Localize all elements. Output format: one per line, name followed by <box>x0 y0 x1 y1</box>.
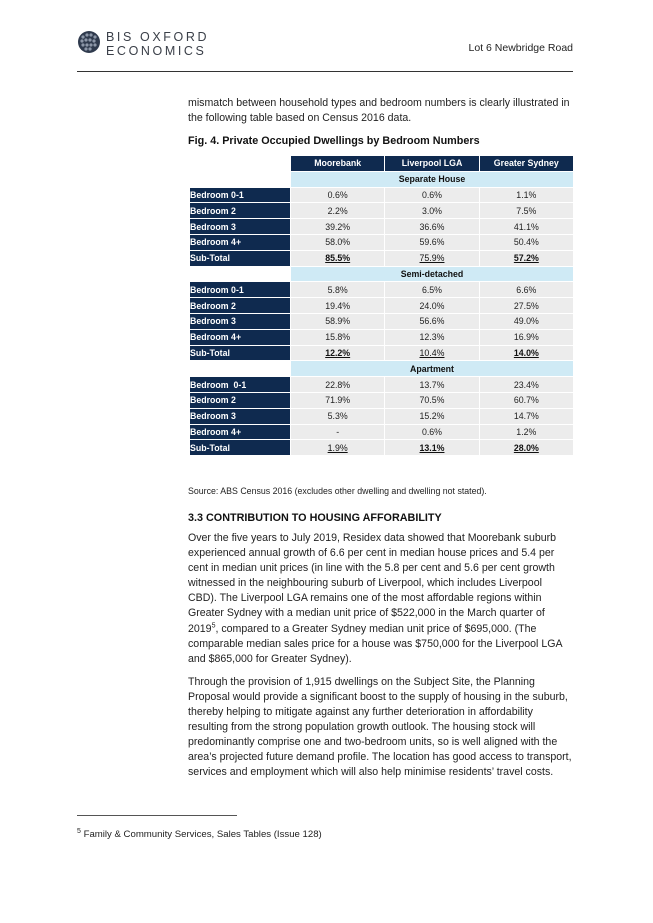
table-cell: 39.2% <box>291 219 385 234</box>
table-cell: 15.2% <box>385 409 479 424</box>
table-cell: 41.1% <box>480 219 574 234</box>
table-source-note: Source: ABS Census 2016 (excludes other dwelling and dwelling not stated). <box>188 486 487 496</box>
table-cell: - <box>291 425 385 440</box>
table-row <box>190 235 574 250</box>
table-cell: 0.6% <box>385 425 479 440</box>
subtotal-label: Sub-Total <box>190 251 291 266</box>
row-label: Bedroom 4+ <box>190 235 291 250</box>
section-blank-cell <box>190 361 291 376</box>
section-row <box>190 267 574 282</box>
paragraph-1-text-a: Over the five years to July 2019, Residex data showed that Moorebank suburb experienced annual growth of 6.6 per cent in median house prices and 5.4 per cent in median unit prices (in line with the 5.8 per cent and 5.6 per cent growth witnessed in the neighbouring suburb of Liverpool, which includes Liverpool CBD). The Liverpool LGA remains one of the most affordable regions within Greater Sydney with a median unit price of $522,000 in the March quarter of 2019 <box>188 532 557 635</box>
column-header: Greater Sydney <box>480 156 574 171</box>
subtotal-cell: 28.0% <box>480 440 574 455</box>
section-row <box>190 361 574 376</box>
table-row <box>190 425 574 440</box>
subtotal-label: Sub-Total <box>190 440 291 455</box>
table-cell: 5.8% <box>291 282 385 297</box>
table-row <box>190 203 574 218</box>
intro-paragraph: mismatch between household types and bedroom numbers is clearly illustrated in the following table based on Census 2016 data. <box>188 97 570 125</box>
table-cell: 58.0% <box>291 235 385 250</box>
table-cell: 23.4% <box>480 377 574 392</box>
figure-title: Fig. 4. Private Occupied Dwellings by Bedroom Numbers <box>188 135 480 147</box>
footnote-divider <box>77 815 237 816</box>
body-paragraph-1 <box>188 531 572 667</box>
table-row <box>190 219 574 234</box>
row-label: Bedroom 3 <box>190 314 291 329</box>
table-cell: 58.9% <box>291 314 385 329</box>
footnote <box>77 829 322 840</box>
logo-line-1: BIS OXFORD <box>106 30 210 44</box>
dwellings-table <box>190 155 574 456</box>
row-label: Bedroom 3 <box>190 409 291 424</box>
subtotal-row <box>190 346 574 361</box>
section-label: Separate House <box>291 172 574 187</box>
table-cell: 13.7% <box>385 377 479 392</box>
table-cell: 1.2% <box>480 425 574 440</box>
table-row <box>190 282 574 297</box>
table-cell: 1.1% <box>480 188 574 203</box>
subtotal-cell: 85.5% <box>291 251 385 266</box>
subtotal-cell: 10.4% <box>385 346 479 361</box>
table-cell: 59.6% <box>385 235 479 250</box>
table-header-row <box>190 156 574 171</box>
table-cell: 70.5% <box>385 393 479 408</box>
table-cell: 19.4% <box>291 298 385 313</box>
subtotal-row <box>190 440 574 455</box>
table-cell: 5.3% <box>291 409 385 424</box>
body-paragraph-2: Through the provision of 1,915 dwellings on the Subject Site, the Planning Proposal would provide a significant boost to the supply of housing in the suburb, thereby helping to mitigate against any further deterioration in affordability resulting from the strong population growth outlook. The housing stock will predominantly comprise one and two-bedroom units, so is well aligned with the area’s projected future demand profile. The location has good access to transport, services and employment which will also help minimise residents’ travel costs. <box>188 675 572 779</box>
row-label: Bedroom 0-1 <box>190 377 291 392</box>
table-cell: 7.5% <box>480 203 574 218</box>
header-blank-cell <box>190 156 291 171</box>
table-cell: 27.5% <box>480 298 574 313</box>
company-logo <box>77 30 210 60</box>
column-header: Moorebank <box>291 156 385 171</box>
footnote-reference[interactable]: 5 <box>211 622 216 630</box>
row-label: Bedroom 0-1 <box>190 282 291 297</box>
table-row <box>190 330 574 345</box>
table-cell: 50.4% <box>480 235 574 250</box>
table-cell: 60.7% <box>480 393 574 408</box>
section-label: Apartment <box>291 361 574 376</box>
footnote-number: 5 <box>77 827 81 835</box>
section-heading: 3.3 CONTRIBUTION TO HOUSING AFFORABILITY <box>188 512 442 524</box>
table-cell: 14.7% <box>480 409 574 424</box>
subtotal-cell: 13.1% <box>385 440 479 455</box>
subtotal-cell: 12.2% <box>291 346 385 361</box>
subtotal-cell: 75.9% <box>385 251 479 266</box>
row-label: Bedroom 2 <box>190 393 291 408</box>
table-cell: 16.9% <box>480 330 574 345</box>
row-label: Bedroom 0-1 <box>190 188 291 203</box>
row-label: Bedroom 4+ <box>190 330 291 345</box>
subtotal-row <box>190 251 574 266</box>
row-label: Bedroom 3 <box>190 219 291 234</box>
table-cell: 15.8% <box>291 330 385 345</box>
logo-line-2: ECONOMICS <box>106 43 207 58</box>
row-label: Bedroom 4+ <box>190 425 291 440</box>
section-blank-cell <box>190 172 291 187</box>
table-row <box>190 393 574 408</box>
paragraph-1-text-b: , compared to a Greater Sydney median unit price of $695,000. (The comparable median sales price for a house was $750,000 for the Liverpool LGA and $865,000 for Greater Sydney). <box>188 622 562 665</box>
header-divider <box>77 71 573 72</box>
table-row <box>190 188 574 203</box>
document-title: Lot 6 Newbridge Road <box>468 42 573 54</box>
table-row <box>190 314 574 329</box>
subtotal-label: Sub-Total <box>190 346 291 361</box>
table-cell: 22.8% <box>291 377 385 392</box>
column-header: Liverpool LGA <box>385 156 479 171</box>
table-cell: 0.6% <box>291 188 385 203</box>
table-cell: 2.2% <box>291 203 385 218</box>
table-cell: 3.0% <box>385 203 479 218</box>
table-row <box>190 298 574 313</box>
subtotal-cell: 1.9% <box>291 440 385 455</box>
table-cell: 24.0% <box>385 298 479 313</box>
table-cell: 0.6% <box>385 188 479 203</box>
globe-logo-icon <box>77 30 101 54</box>
table-cell: 71.9% <box>291 393 385 408</box>
row-label: Bedroom 2 <box>190 203 291 218</box>
subtotal-cell: 57.2% <box>480 251 574 266</box>
subtotal-cell: 14.0% <box>480 346 574 361</box>
section-label: Semi-detached <box>291 267 574 282</box>
table-cell: 56.6% <box>385 314 479 329</box>
table-row <box>190 409 574 424</box>
row-label: Bedroom 2 <box>190 298 291 313</box>
section-row <box>190 172 574 187</box>
table-cell: 12.3% <box>385 330 479 345</box>
section-blank-cell <box>190 267 291 282</box>
table-cell: 36.6% <box>385 219 479 234</box>
table-cell: 6.5% <box>385 282 479 297</box>
table-cell: 49.0% <box>480 314 574 329</box>
table-cell: 6.6% <box>480 282 574 297</box>
table-row <box>190 377 574 392</box>
footnote-text: Family & Community Services, Sales Tables (Issue 128) <box>83 829 322 840</box>
